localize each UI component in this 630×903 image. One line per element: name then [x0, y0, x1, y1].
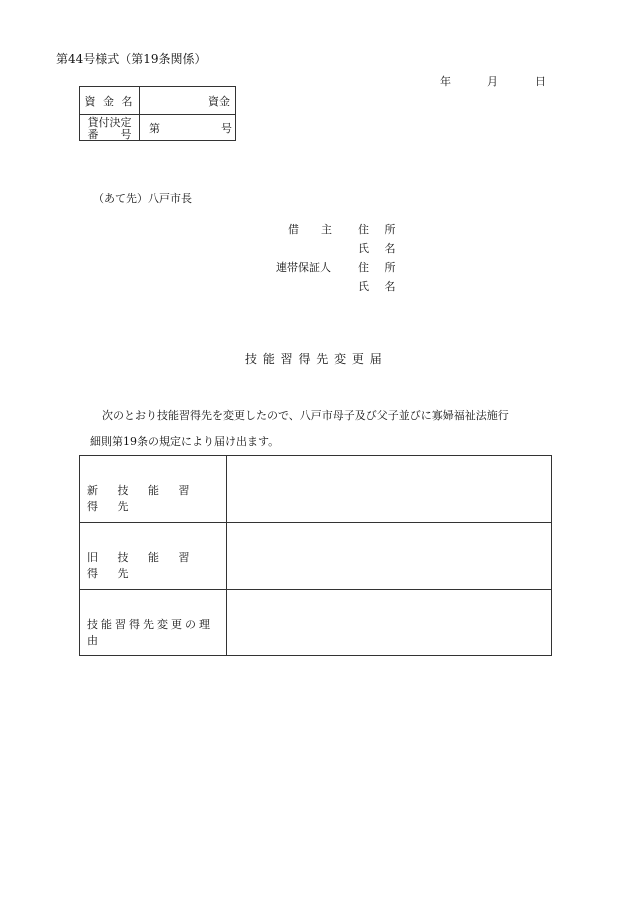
new-skill-training-field[interactable] [227, 456, 551, 522]
borrower-label: 借 主 [288, 223, 332, 236]
table-row-label: 技能習得先変更の理由 [87, 618, 213, 647]
table-row-label: 旧 技 能 習 得 先 [87, 551, 198, 580]
body-line-1: 次のとおり技能習得先を変更したので、八戸市母子及び父子並びに寡婦福祉法施行 [102, 409, 509, 422]
fund-name-label: 資 金 名 [84, 95, 135, 108]
date-month-label: 月 [487, 75, 498, 88]
loan-number-label-line1: 貸付決定 [87, 116, 132, 129]
guarantor-label: 連帯保証人 [276, 261, 331, 274]
fund-name-row [80, 87, 235, 115]
date-year-label: 年 [440, 75, 451, 88]
fund-suffix: 資金 [208, 95, 230, 108]
document-title: 技 能 習 得 先 変 更 届 [245, 352, 383, 366]
table-row [80, 522, 551, 589]
table-row-label-cell [80, 523, 227, 589]
loan-number-row [80, 114, 235, 140]
borrower-address-label: 住 所 [358, 223, 402, 236]
fund-name-label-cell [80, 87, 140, 114]
number-suffix: 号 [221, 122, 232, 135]
loan-number-label-cell [80, 114, 140, 140]
old-skill-training-field[interactable] [227, 523, 551, 589]
change-reason-field[interactable] [227, 590, 551, 656]
skill-training-table [79, 455, 552, 656]
fund-info-table [79, 86, 236, 141]
table-row-label-cell [80, 456, 227, 522]
body-line-2: 細則第19条の規定により届け出ます。 [90, 435, 280, 448]
table-row [80, 589, 551, 656]
loan-number-label-line2: 番 号 [87, 128, 132, 141]
table-row-label-cell [80, 590, 227, 656]
guarantor-name-label: 氏 名 [358, 280, 402, 293]
date-day-label: 日 [535, 75, 546, 88]
addressee: （あて先）八戸市長 [93, 192, 192, 205]
table-row-label: 新 技 能 習 得 先 [87, 484, 198, 513]
guarantor-address-label: 住 所 [358, 261, 402, 274]
borrower-name-label: 氏 名 [358, 242, 402, 255]
form-number: 第44号様式（第19条関係） [56, 52, 207, 66]
table-row [80, 456, 551, 522]
number-prefix: 第 [149, 122, 160, 135]
